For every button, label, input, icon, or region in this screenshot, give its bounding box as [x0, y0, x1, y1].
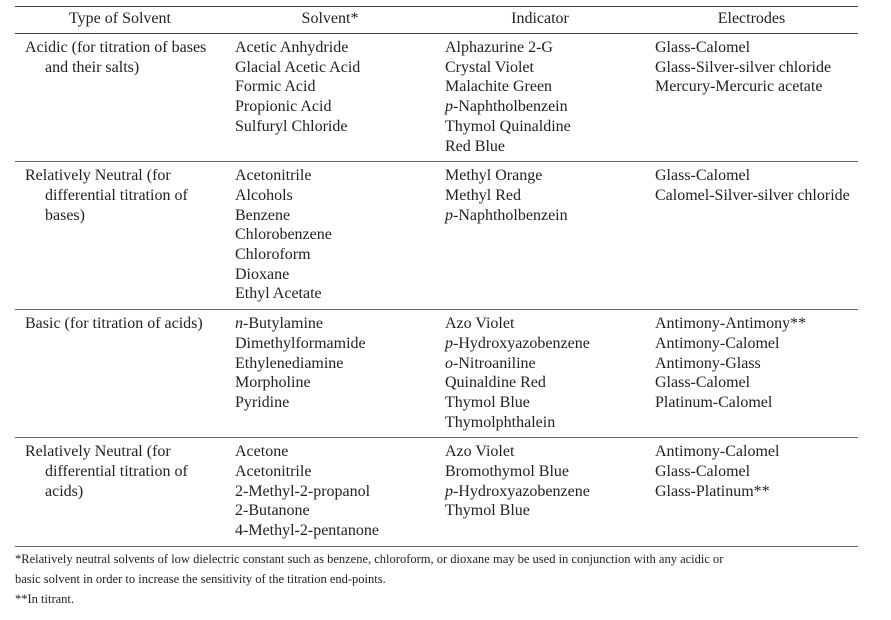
indicator-item: Quinaldine Red	[445, 374, 546, 392]
electrode-item: Antimony-Antimony**	[655, 315, 807, 333]
table-row	[15, 34, 858, 162]
electrode-item: Calomel-Silver-silver chloride	[655, 186, 850, 204]
solvent-item: Chloroform	[235, 246, 311, 264]
indicator-item: Alphazurine 2-G	[445, 39, 553, 56]
electrode-cell	[645, 438, 858, 547]
indicator-item: p-Naphtholbenzein	[445, 98, 568, 116]
solvent-item: Glacial Acetic Acid	[235, 58, 361, 76]
footnote-line: basic solvent in order to increase the sensitivity of the titration end-points.	[15, 572, 386, 586]
table-body	[15, 34, 858, 547]
solvent-type-label: Acidic (for titration of bases and their salts)	[25, 39, 207, 76]
solvent-cell	[225, 34, 435, 162]
table-row	[15, 162, 858, 310]
electrode-cell	[645, 34, 858, 162]
indicator-item: o-Nitroaniline	[445, 354, 536, 372]
header-indicator: Indicator	[511, 10, 569, 27]
solvent-cell	[225, 438, 435, 547]
solvent-item: Formic Acid	[235, 78, 316, 96]
indicator-item: p-Hydroxyazobenzene	[445, 482, 590, 500]
solvent-item: Alcohols	[235, 186, 293, 204]
solvent-type-label: Relatively Neutral (for differential titration of acids)	[25, 443, 188, 500]
solvent-item: 2-Methyl-2-propanol	[235, 482, 371, 500]
solvent-item: Propionic Acid	[235, 98, 332, 116]
solvent-item: Acetonitrile	[235, 167, 312, 185]
header-type-of-solvent: Type of Solvent	[69, 10, 171, 27]
electrode-item: Antimony-Calomel	[655, 443, 780, 461]
indicator-cell	[435, 310, 645, 438]
indicator-item: Thymolphthalein	[445, 413, 556, 431]
solvent-cell	[225, 310, 435, 438]
table-row	[15, 310, 858, 438]
solvent-item: Pyridine	[235, 393, 290, 411]
solvent-item: Acetone	[235, 443, 289, 461]
indicator-item: Malachite Green	[445, 78, 553, 96]
solvent-item: Chlorobenzene	[235, 226, 332, 244]
indicator-item: Methyl Red	[445, 186, 521, 204]
solvent-type-cell	[15, 162, 225, 310]
header-electrodes: Electrodes	[717, 10, 786, 27]
electrode-item: Glass-Calomel	[655, 167, 751, 185]
indicator-cell	[435, 34, 645, 162]
italic-prefix: p	[445, 98, 453, 116]
electrode-cell	[645, 162, 858, 310]
solvent-type-cell	[15, 438, 225, 547]
solvent-item: Acetonitrile	[235, 463, 312, 481]
solvent-type-cell	[15, 310, 225, 438]
indicator-item: Crystal Violet	[445, 58, 534, 76]
solvent-item: Morpholine	[235, 374, 311, 392]
solvent-cell	[225, 162, 435, 310]
indicator-item: Azo Violet	[445, 443, 515, 461]
indicator-item: Red Blue	[445, 137, 505, 155]
italic-prefix: n	[235, 315, 243, 333]
italic-prefix: p	[445, 334, 453, 352]
solvent-item: Benzene	[235, 206, 291, 224]
footnotes	[15, 549, 865, 609]
electrode-cell	[645, 310, 858, 438]
solvent-type-label: Relatively Neutral (for differential titration of bases)	[25, 167, 188, 224]
electrode-item: Mercury-Mercuric acetate	[655, 78, 823, 96]
solvent-type-cell	[15, 34, 225, 162]
electrode-item: Glass-Calomel	[655, 463, 751, 481]
electrode-item: Antimony-Glass	[655, 354, 761, 372]
solvent-item: 4-Methyl-2-pentanone	[235, 522, 379, 540]
table-row	[15, 438, 858, 547]
table-container	[15, 6, 858, 547]
footnote-line: **In titrant.	[15, 592, 75, 606]
italic-prefix: p	[445, 206, 453, 224]
indicator-item: p-Hydroxyazobenzene	[445, 334, 590, 352]
indicator-item: Thymol Quinaldine	[445, 117, 571, 135]
solvent-item: Dimethylformamide	[235, 334, 366, 352]
electrode-item: Glass-Calomel	[655, 39, 751, 56]
solvent-type-label: Basic (for titration of acids)	[25, 315, 203, 333]
solvent-item: Ethylenediamine	[235, 354, 344, 372]
header-row	[15, 7, 858, 34]
indicator-cell	[435, 438, 645, 547]
electrode-item: Glass-Calomel	[655, 374, 751, 392]
footnote-line: *Relatively neutral solvents of low dielectric constant such as benzene, chloroform, or dioxane may be used in conjunction with any acidic or	[15, 552, 724, 566]
header-solvent: Solvent*	[301, 10, 359, 27]
italic-prefix: o	[445, 354, 453, 372]
solvent-item: Ethyl Acetate	[235, 285, 322, 303]
electrode-item: Glass-Platinum**	[655, 482, 770, 500]
solvent-table	[15, 6, 858, 547]
solvent-item: Acetic Anhydride	[235, 39, 349, 56]
solvent-item: Sulfuryl Chloride	[235, 117, 348, 135]
indicator-item: Bromothymol Blue	[445, 463, 569, 481]
indicator-item: Thymol Blue	[445, 502, 530, 520]
electrode-item: Antimony-Calomel	[655, 334, 780, 352]
solvent-item: Dioxane	[235, 265, 290, 283]
indicator-item: Azo Violet	[445, 315, 515, 333]
solvent-item: n-Butylamine	[235, 315, 323, 333]
indicator-cell	[435, 162, 645, 310]
solvent-item: 2-Butanone	[235, 502, 310, 520]
indicator-item: p-Naphtholbenzein	[445, 206, 568, 224]
indicator-item: Thymol Blue	[445, 393, 530, 411]
indicator-item: Methyl Orange	[445, 167, 543, 185]
italic-prefix: p	[445, 482, 453, 500]
electrode-item: Platinum-Calomel	[655, 393, 773, 411]
electrode-item: Glass-Silver-silver chloride	[655, 58, 832, 76]
